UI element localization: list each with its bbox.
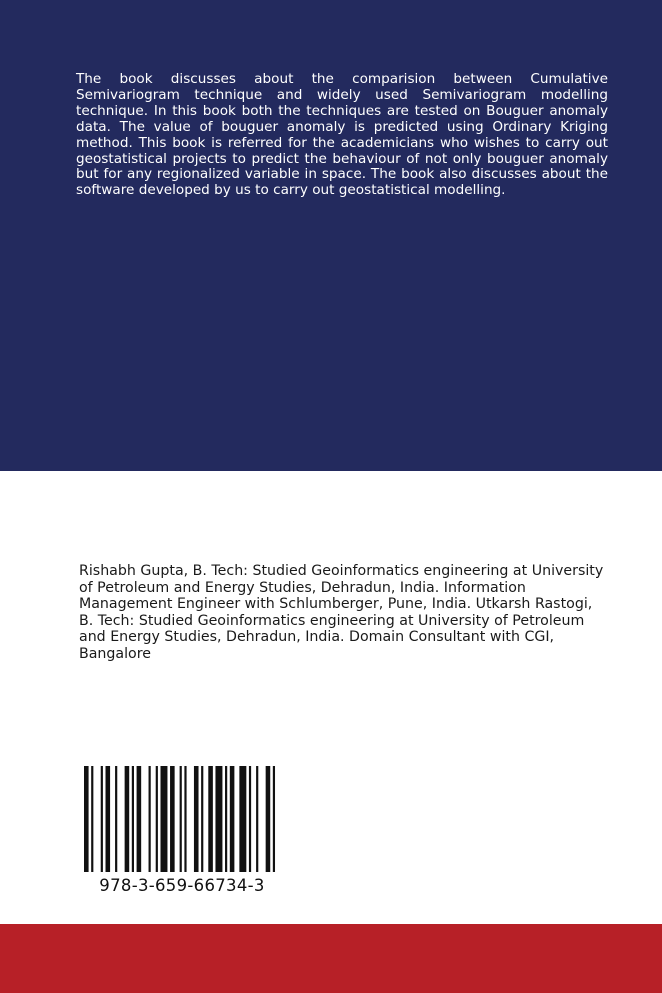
book-description: The book discusses about the comparision between Cumulative Semivariogram technique and widely used Semivariogram modelling technique. In this book both the techniques are tested on Bouguer anomaly data. The value of bouguer anomaly is predicted using Ordinary Kriging method. This book is referred for the academicians who wishes to carry out geostatistical projects to predict the behaviour of not only bouguer anomaly but for any regionalized variable in space. The book also discusses about the software developed by us to carry out geostatistical modelling. (76, 71, 608, 199)
barcode (84, 766, 280, 872)
barcode-icon (84, 766, 280, 872)
isbn-number: 978-3-659-66734-3 (99, 876, 265, 895)
author-bio: Rishabh Gupta, B. Tech: Studied Geoinformatics engineering at University of Petroleum and Energy Studies, Dehradun, India. Information Management Engineer with Schlumberger, Pune, India. Utkarsh Rastogi, B. Tech: Studied Geoinformatics engineering at University of Petroleum and Energy Studies, Dehradun, India. Domain Consultant with CGI, Bangalore (79, 563, 604, 662)
cover-top-panel (0, 0, 662, 471)
cover-bottom-bar (0, 924, 662, 993)
